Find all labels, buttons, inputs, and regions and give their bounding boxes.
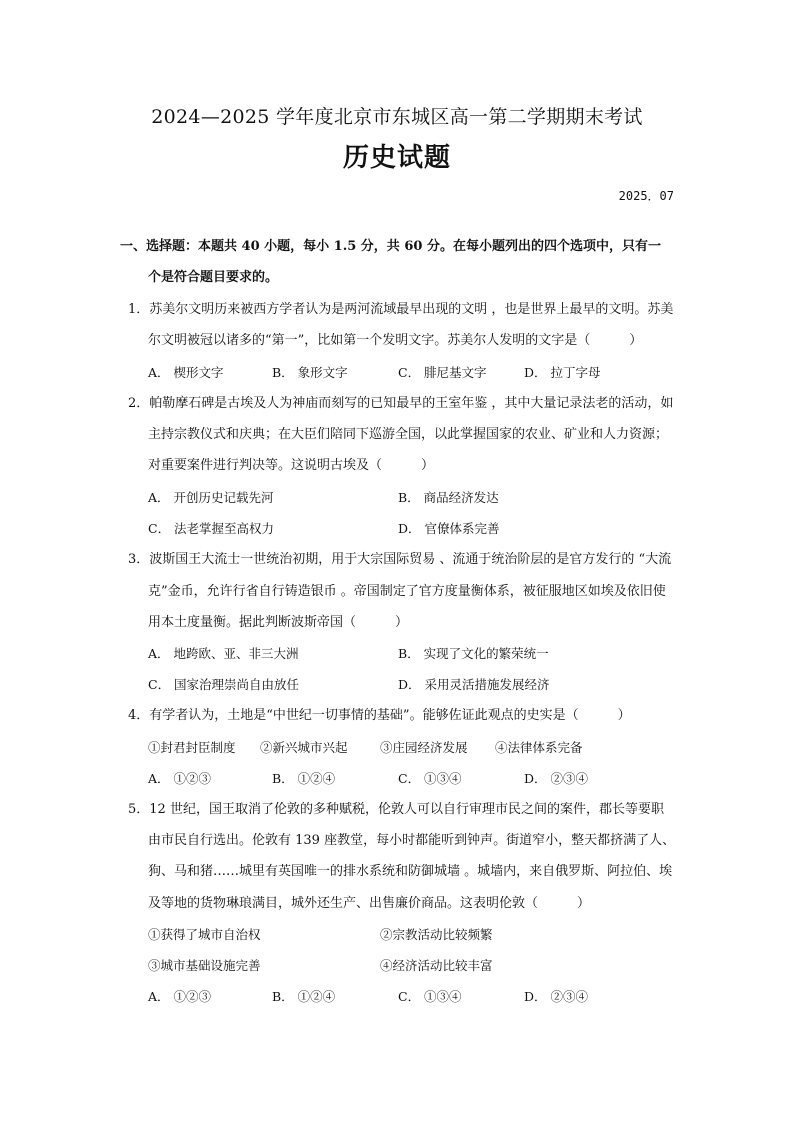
q2-option-c: C． 法老掌握至高权力 <box>148 521 275 536</box>
q4-stem-line1: 4．有学者认为，土地是“中世纪一切事情的基础”。能够佐证此观点的史实是（ ） <box>128 708 631 723</box>
q5-stem-line2: 由市民自行选出。伦敦有 139 座教堂，每小时都能听到钟声。街道窄小，整天都挤满了人、 <box>148 833 676 848</box>
q1-option-a: A． 楔形文字 <box>148 365 224 380</box>
q2-stem-line1: 2．帕勒摩石碑是古埃及人为神庙而刻写的已知最早的王室年鉴 ，其中大量记录法老的活动，如 <box>128 396 674 411</box>
q4-option-a: A． ①②③ <box>148 771 212 786</box>
q4-item-4: ④法律体系完备 <box>495 740 583 755</box>
q5-item-3: ③城市基础设施完善 <box>148 958 261 973</box>
q5-stem-line3: 狗、马和猪……城里有英国唯一的排水系统和防御城墙 。城墙内，来自俄罗斯、阿拉伯、埃 <box>148 864 673 879</box>
q3-stem-line3: 用本土度量衡。据此判断波斯帝国（ ） <box>148 615 409 630</box>
section-heading-line2: 个是符合题目要求的。 <box>148 270 279 285</box>
q4-item-3: ③庄园经济发展 <box>380 740 468 755</box>
q4-option-b: B． ①②④ <box>272 771 336 786</box>
section-heading-line1: 一、选择题：本题共 40 小题，每小 1.5 分，共 60 分。在每小题列出的四个选项中，只有一 <box>120 239 661 254</box>
q5-item-4: ④经济活动比较丰富 <box>380 958 493 973</box>
q5-stem-line1: 5．12 世纪，国王取消了伦敦的多种赋税，伦敦人可以自行审理市民之间的案件，郡长等要职 <box>128 802 664 817</box>
q3-option-a: A． 地跨欧、亚、非三大洲 <box>148 646 299 661</box>
q5-stem-line4: 及等地的货物琳琅满目，城外还生产、出售廉价商品。这表明伦敦（ ） <box>148 896 591 911</box>
q3-stem-line2: 克”金币，允许行省自行铸造银币 。帝国制定了官方度量衡体系，被征服地区如埃及依旧使 <box>148 584 666 599</box>
q5-option-d: D． ②③④ <box>524 989 588 1004</box>
subject-title: 历史试题 <box>342 143 451 173</box>
q3-option-b: B． 实现了文化的繁荣统一 <box>398 646 549 661</box>
q5-option-b: B． ①②④ <box>272 989 336 1004</box>
q3-option-d: D． 采用灵活措施发展经济 <box>398 677 550 692</box>
q2-option-b: B． 商品经济发达 <box>398 490 499 505</box>
q2-option-d: D． 官僚体系完善 <box>398 521 500 536</box>
q3-stem-line1: 3．波斯国王大流士一世统治初期，用于大宗国际贸易 、流通于统治阶层的是官方发行的 “大流 <box>128 552 672 567</box>
q1-stem-line1: 1．苏美尔文明历来被西方学者认为是两河流域最早出现的文明 ，也是世界上最早的文明。苏美 <box>128 302 674 317</box>
exam-date: 2025．07 <box>618 189 674 203</box>
q5-option-a: A． ①②③ <box>148 989 212 1004</box>
q4-option-d: D． ②③④ <box>524 771 588 786</box>
q2-stem-line2: 主持宗教仪式和庆典；在大臣们陪同下巡游全国，以此掌握国家的农业、矿业和人力资源； <box>148 427 669 442</box>
q2-stem-line3: 对重要案件进行判决等。这说明古埃及（ ） <box>148 458 435 473</box>
q1-stem-line2: 尔文明被冠以诸多的“第一”，比如第一个发明文字。苏美尔人发明的文字是（ ） <box>148 333 643 348</box>
q4-option-c: C． ①③④ <box>398 771 462 786</box>
exam-title: 2024—2025 学年度北京市东城区高一第二学期期末考试 <box>151 106 643 128</box>
q3-option-c: C． 国家治理崇尚自由放任 <box>148 677 300 692</box>
q5-item-2: ②宗教活动比较频繁 <box>380 927 493 942</box>
q4-item-2: ②新兴城市兴起 <box>260 740 348 755</box>
q1-option-d: D． 拉丁字母 <box>524 365 601 380</box>
q2-option-a: A． 开创历史记载先河 <box>148 490 274 505</box>
q5-item-1: ①获得了城市自治权 <box>148 927 261 942</box>
q4-item-1: ①封君封臣制度 <box>148 740 236 755</box>
q5-option-c: C． ①③④ <box>398 989 462 1004</box>
q1-option-c: C． 腓尼基文字 <box>398 365 487 380</box>
q1-option-b: B． 象形文字 <box>272 365 348 380</box>
